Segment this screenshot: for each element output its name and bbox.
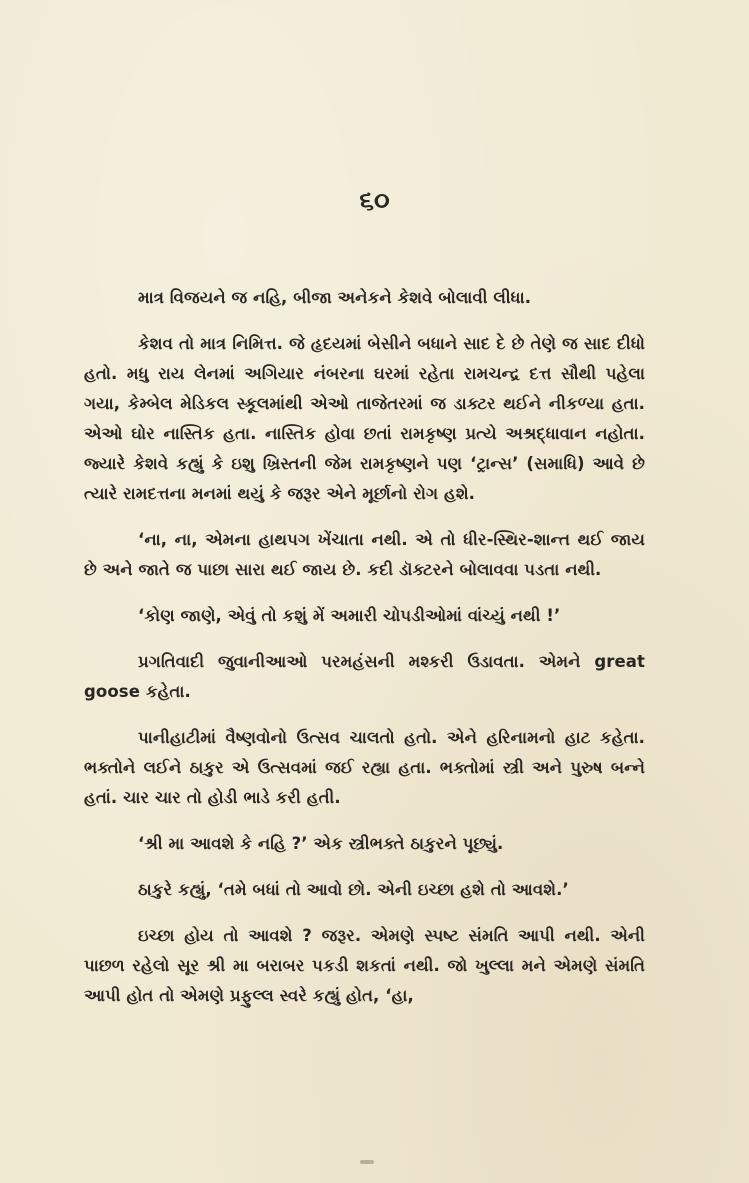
paragraph: પ્રગતિવાદી જુવાનીઆઓ પરમહંસની મશ્કરી ઉડાવતા. એમને great goose કહેતા.: [84, 652, 645, 701]
page-number: ૬૦: [359, 186, 390, 216]
paragraph: કેશવ તો માત્ર નિમિત્ત. જે હૃદયમાં બેસીને બધાને સાદ દે છે તેણે જ સાદ દીધો હતો. મધુ રાય લેનમાં અગિયાર નંબરના ઘરમાં રહેતા રામચન્દ્ર દત્ત સૌથી પહેલા ગયા, કેમ્બેલ મેડિકલ સ્કૂલમાંથી એઓ તાજેતરમાં જ ડાક્ટર થઈને નીકળ્યા હતા. એઓ ઘોર નાસ્તિક હતા. નાસ્તિક હોવા છતાં રામકૃષ્ણ પ્રત્યે અશ્રદ્ધાવાન નહોતા. જ્યારે કેશવે કહ્યું કે ઇશુ ખ્રિસ્તની જેમ રામકૃષ્ણને પણ ‘ટ્રાન્સ’ (સમાધિ) આવે છે ત્યારે રામદત્તના મનમાં થયું કે જરૂર એને મૂર્છાનો રોગ હશે.: [84, 334, 645, 503]
paragraph: ઇચ્છા હોય તો આવશે ? જરૂર. એમણે સ્પષ્ટ સંમતિ આપી નથી. એની પાછળ રહેલો સૂર શ્રી મા બરાબર પકડી શકતાં નથી. જો ખુલ્લા મને એમણે સંમતિ આપી હોત તો એમણે પ્રફુલ્લ સ્વરે કહ્યું હોત, ‘હા,: [84, 926, 645, 1005]
paragraph: માત્ર વિજયને જ નહિ, બીજા અનેકને કેશવે બોલાવી લીધા.: [138, 288, 532, 307]
paragraph: ઠાકુરે કહ્યું, ‘તમે બધાં તો આવો છો. એની ઇચ્છા હશે તો આવશે.’: [138, 880, 569, 899]
paragraph: ‘કોણ જાણે, એવું તો કશું મેં અમારી ચોપડીઓમાં વાંચ્યું નથી !’: [138, 606, 561, 625]
paragraph: ‘શ્રી મા આવશે કે નહિ ?’ એક સ્ત્રીભક્તે ઠાકુરને પૂછ્યું.: [138, 834, 504, 853]
paragraph: પાનીહાટીમાં વૈષ્ણવોનો ઉત્સવ ચાલતો હતો. એને હરિનામનો હાટ કહેતા. ભક્તોને લઈને ઠાકુર એ ઉત્સવમાં જઈ રહ્યા હતા. ભક્તોમાં સ્ત્રી અને પુરુષ બન્ને હતાં. ચાર ચાર તો હોડી ભાડે કરી હતી.: [84, 728, 645, 807]
ink-smudge: [360, 1160, 374, 1164]
page-text: [84, 283, 645, 1027]
paragraph: ‘ના, ના, એમના હાથપગ ખેંચાતા નથી. એ તો ધીર-સ્થિર-શાન્ત થઈ જાય છે અને જાતે જ પાછા સારા થઈ જાય છે. કદી ડૉક્ટરને બોલાવવા પડતા નથી.: [84, 530, 645, 579]
